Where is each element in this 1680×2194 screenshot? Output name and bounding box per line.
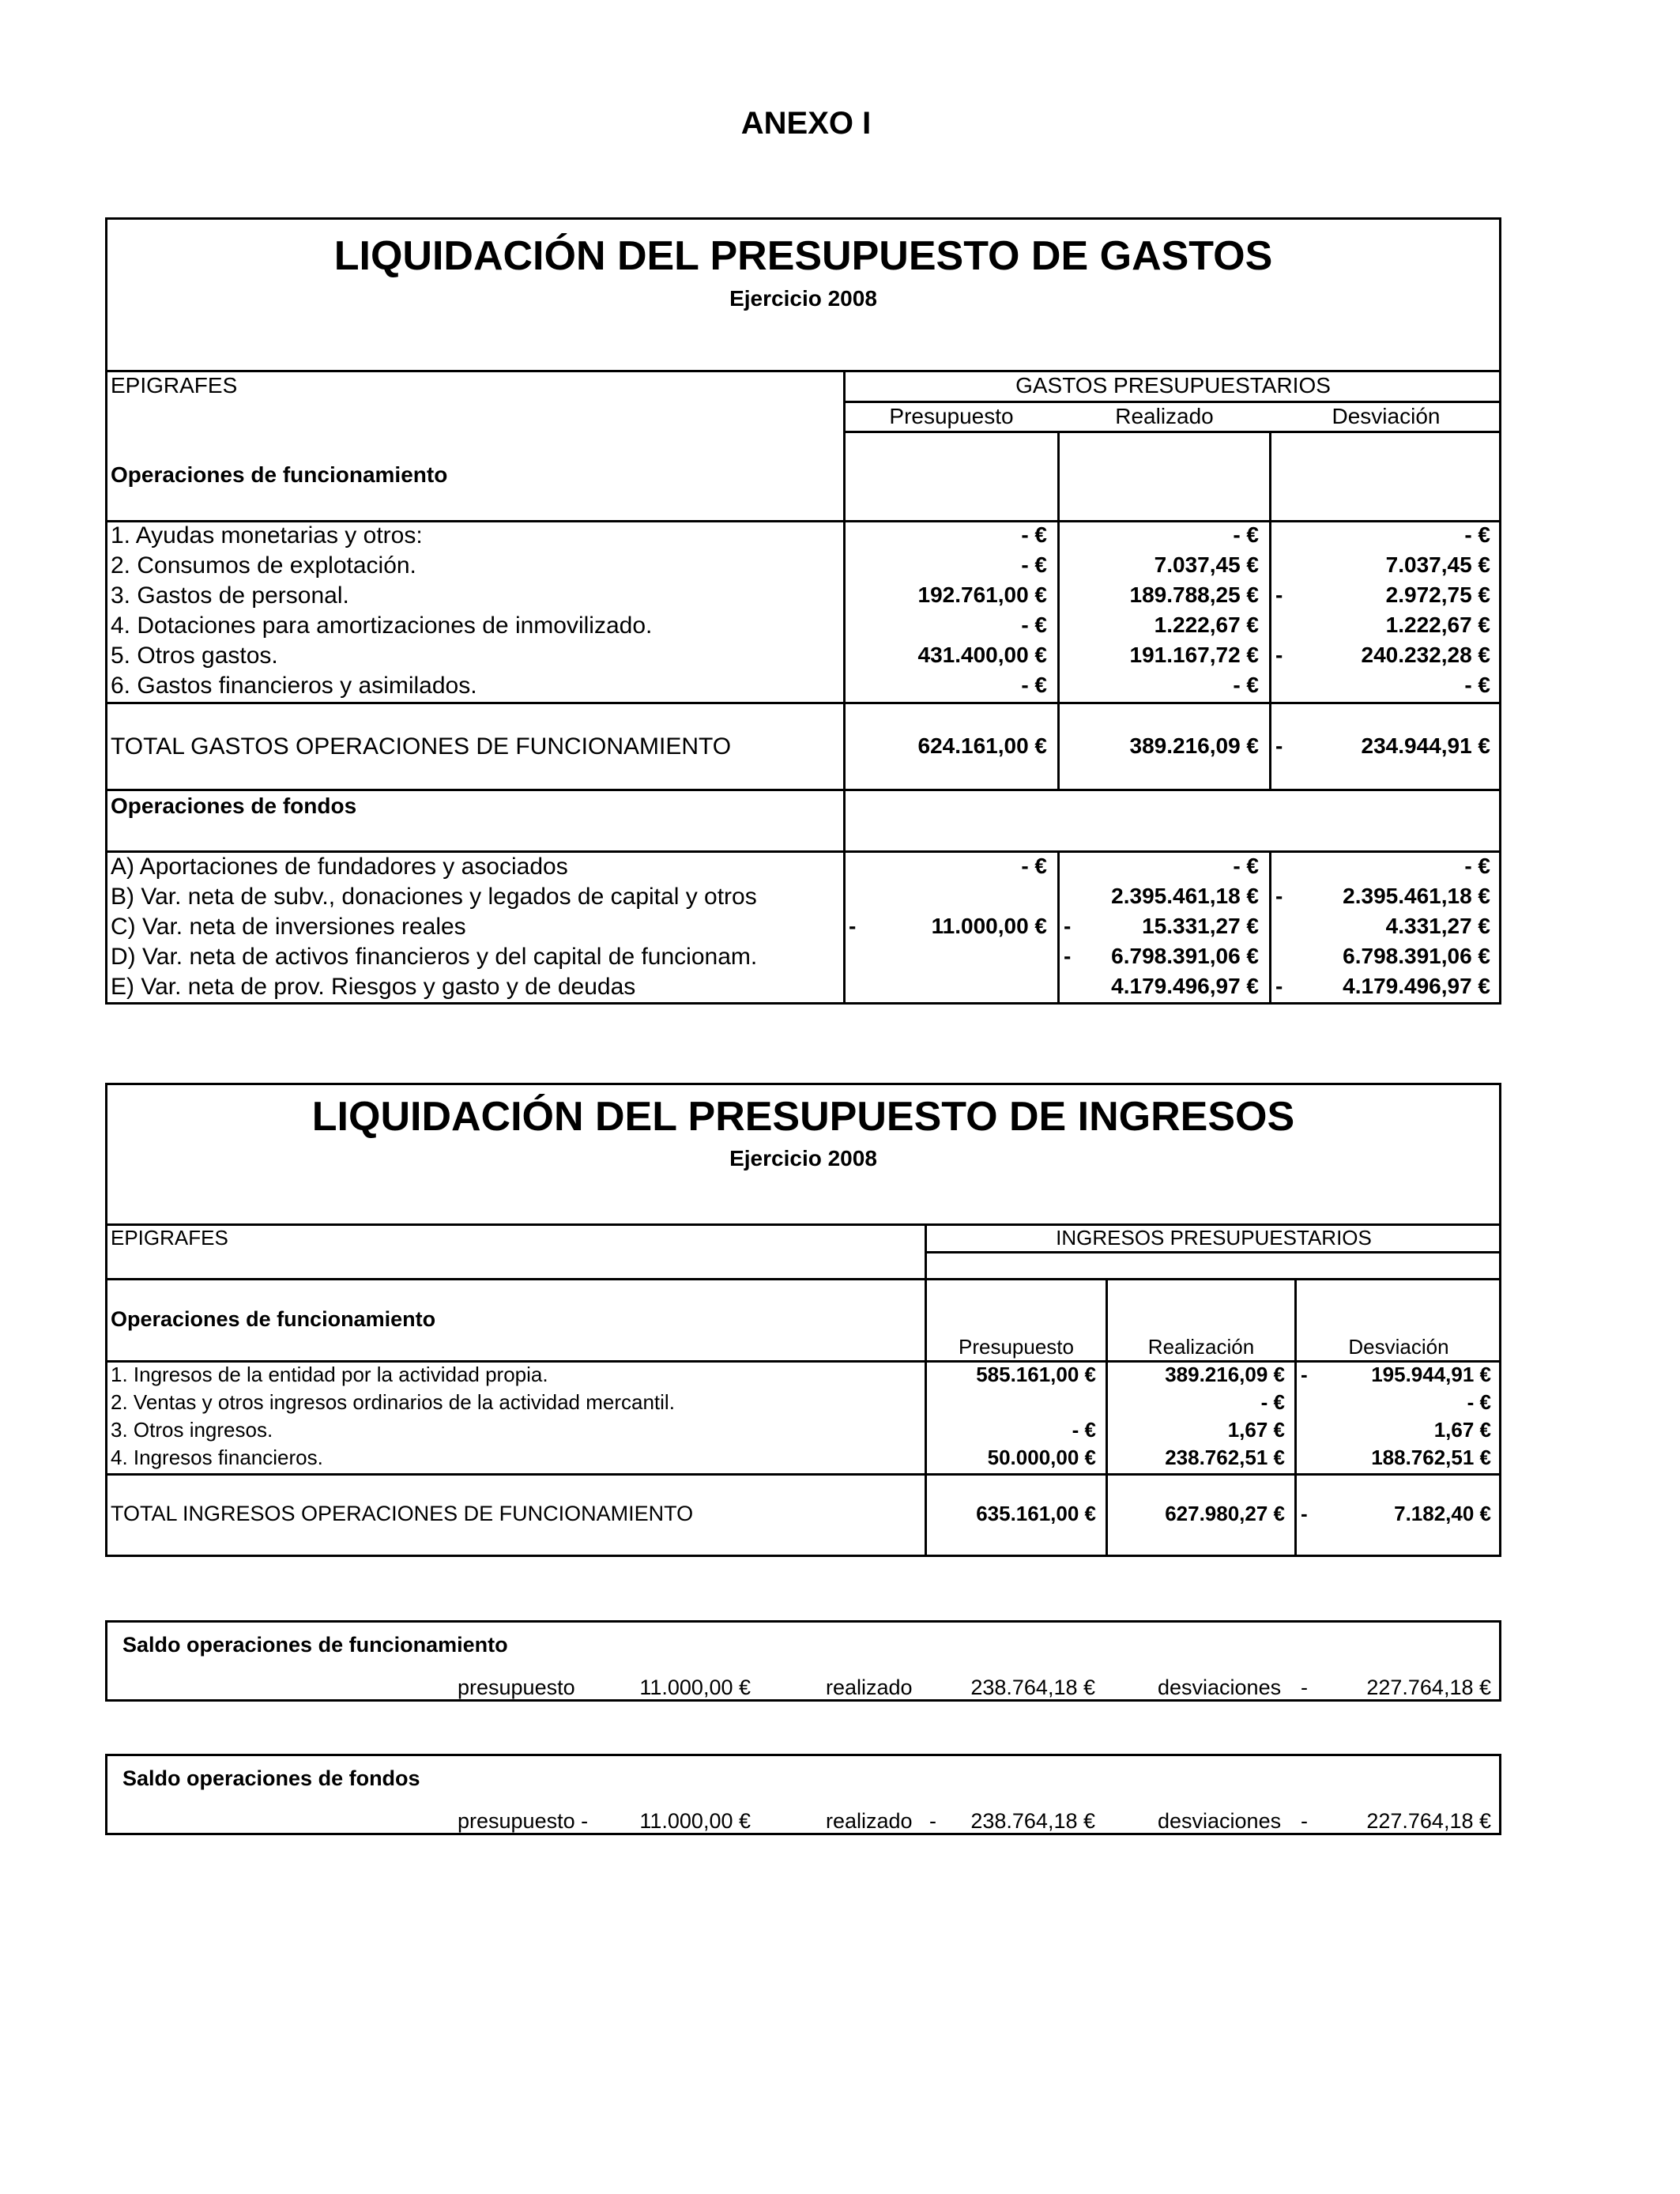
cell-desviacion: - € [1464, 854, 1490, 878]
section-operaciones-funcionamiento: Operaciones de funcionamiento [111, 1307, 436, 1331]
cell-presupuesto: 431.400,00 € [917, 643, 1047, 667]
cell-presupuesto: - € [1072, 1418, 1096, 1442]
cell-realizado: - € [1233, 673, 1259, 697]
rule [105, 850, 1501, 853]
cell-desviacion: - € [1464, 673, 1490, 697]
rule [105, 1473, 1501, 1476]
desviaciones-value: 227.764,18 € [1366, 1809, 1491, 1833]
cell-realizacion: 1,67 € [1227, 1418, 1285, 1442]
total-label: TOTAL GASTOS OPERACIONES DE FUNCIONAMIENTO [111, 733, 732, 760]
row-label: A) Aportaciones de fundadores y asociados [111, 854, 568, 880]
epigrafes-header: EPIGRAFES [111, 1226, 228, 1250]
negative-sign: - [1301, 1363, 1308, 1386]
cell-presupuesto: 585.161,00 € [976, 1363, 1096, 1386]
col-realizacion: Realización [1147, 1335, 1255, 1359]
row-label: D) Var. neta de activos financieros y del capital de funcionam. [111, 944, 758, 970]
cell-realizado: - € [1233, 854, 1259, 878]
presupuesto-value: 11.000,00 € [639, 1676, 751, 1699]
cell-desviacion: 2.972,75 € [1385, 582, 1490, 607]
saldo-title: Saldo operaciones de funcionamiento [122, 1633, 508, 1657]
rule [105, 1833, 1501, 1835]
row-label: 2. Ventas y otros ingresos ordinarios de la actividad mercantil. [111, 1390, 675, 1414]
cell-realizado: 15.331,27 € [1142, 914, 1259, 938]
cell-presupuesto: 50.000,00 € [987, 1446, 1096, 1469]
gastos-title: LIQUIDACIÓN DEL PRESUPUESTO DE GASTOS [333, 233, 1273, 279]
negative-sign: - [1301, 1502, 1308, 1525]
saldo-title: Saldo operaciones de fondos [122, 1766, 420, 1790]
row-label: 1. Ayudas monetarias y otros: [111, 522, 423, 548]
total-label: TOTAL INGRESOS OPERACIONES DE FUNCIONAMIENTO [111, 1502, 694, 1525]
total-desviacion: 7.182,40 € [1394, 1502, 1491, 1525]
negative-sign: - [1275, 643, 1283, 667]
cell-desviacion: 1,67 € [1433, 1418, 1491, 1442]
rule [845, 431, 1501, 433]
cell-realizado: 2.395.461,18 € [1111, 884, 1259, 908]
cell-realizado: 7.037,45 € [1154, 552, 1259, 577]
presupuesto-value: 11.000,00 € [639, 1809, 751, 1833]
negative-sign: - [1301, 1809, 1308, 1833]
rule [105, 1699, 1501, 1702]
ingresos-title: LIQUIDACIÓN DEL PRESUPUESTO DE INGRESOS [311, 1094, 1295, 1140]
desviaciones-label: desviaciones [1158, 1809, 1282, 1833]
cell-presupuesto: - € [1021, 552, 1047, 577]
cell-presupuesto: 11.000,00 € [931, 914, 1047, 938]
desviaciones-label: desviaciones [1158, 1676, 1282, 1699]
col-presupuesto: Presupuesto [889, 404, 1014, 428]
gastos-subtitle: Ejercicio 2008 [729, 286, 877, 311]
cell-realizacion: - € [1260, 1390, 1285, 1414]
col-desviacion: Desviación [1348, 1335, 1449, 1359]
col-desviacion: Desviación [1332, 404, 1441, 428]
total-presupuesto: 624.161,00 € [917, 733, 1047, 758]
rule [105, 1278, 1501, 1280]
realizado-label: realizado [826, 1676, 913, 1699]
row-label: C) Var. neta de inversiones reales [111, 914, 466, 940]
col-realizado: Realizado [1115, 404, 1214, 428]
row-label: 4. Ingresos financieros. [111, 1446, 323, 1469]
row-label: 1. Ingresos de la entidad por la actividad propia. [111, 1363, 548, 1386]
negative-sign: - [1064, 914, 1072, 938]
total-desviacion: 234.944,91 € [1361, 733, 1490, 758]
presupuesto-label: presupuesto - [458, 1809, 589, 1833]
total-realizado: 389.216,09 € [1129, 733, 1259, 758]
cell-presupuesto: - € [1021, 854, 1047, 878]
cell-realizado: 191.167,72 € [1129, 643, 1259, 667]
epigrafes-header: EPIGRAFES [111, 373, 238, 398]
gastos-group-header: GASTOS PRESUPUESTARIOS [1015, 373, 1331, 398]
rule [105, 702, 1501, 704]
presupuesto-label: presupuesto [458, 1676, 575, 1699]
ingresos-subtitle: Ejercicio 2008 [729, 1146, 877, 1171]
realizado-label: realizado [826, 1809, 913, 1833]
cell-desviacion: 2.395.461,18 € [1343, 884, 1490, 908]
row-label: B) Var. neta de subv., donaciones y legados de capital y otros [111, 884, 757, 910]
negative-sign: - [929, 1809, 936, 1833]
negative-sign: - [1275, 733, 1283, 758]
cell-presupuesto: - € [1021, 613, 1047, 637]
rule [105, 789, 1501, 791]
realizado-value: 238.764,18 € [970, 1809, 1095, 1833]
negative-sign: - [1275, 884, 1283, 908]
cell-realizado: 1.222,67 € [1154, 613, 1259, 637]
cell-desviacion: - € [1464, 522, 1490, 547]
cell-desviacion: 188.762,51 € [1371, 1446, 1491, 1469]
total-presupuesto: 635.161,00 € [976, 1502, 1096, 1525]
cell-desviacion: 195.944,91 € [1371, 1363, 1491, 1386]
negative-sign: - [1301, 1676, 1308, 1699]
cell-desviacion: 6.798.391,06 € [1343, 944, 1490, 968]
cell-realizado: - € [1233, 522, 1259, 547]
section-operaciones-fondos: Operaciones de fondos [111, 794, 357, 818]
cell-desviacion: 7.037,45 € [1385, 552, 1490, 577]
cell-desviacion: 4.179.496,97 € [1343, 974, 1490, 998]
rule [845, 401, 1501, 403]
realizado-value: 238.764,18 € [970, 1676, 1095, 1699]
cell-desviacion: 1.222,67 € [1385, 613, 1490, 637]
col-presupuesto: Presupuesto [959, 1335, 1074, 1359]
ingresos-group-header: INGRESOS PRESUPUESTARIOS [1056, 1226, 1372, 1250]
total-realizacion: 627.980,27 € [1165, 1502, 1285, 1525]
rule [105, 370, 1501, 372]
cell-realizacion: 238.762,51 € [1165, 1446, 1285, 1469]
negative-sign: - [1275, 974, 1283, 998]
row-label: 5. Otros gastos. [111, 643, 278, 669]
row-label: E) Var. neta de prov. Riesgos y gasto y de deudas [111, 974, 636, 1000]
cell-presupuesto: - € [1021, 673, 1047, 697]
row-label: 3. Otros ingresos. [111, 1418, 273, 1442]
annex-title: ANEXO I [740, 106, 872, 141]
row-label: 6. Gastos financieros y asimilados. [111, 673, 477, 699]
cell-realizado: 4.179.496,97 € [1111, 974, 1259, 998]
row-label: 2. Consumos de explotación. [111, 552, 416, 579]
rule [926, 1251, 1501, 1253]
row-label: 4. Dotaciones para amortizaciones de inmovilizado. [111, 613, 653, 639]
negative-sign: - [1064, 944, 1072, 968]
cell-presupuesto: 192.761,00 € [917, 582, 1047, 607]
negative-sign: - [1275, 582, 1283, 607]
cell-realizado: 6.798.391,06 € [1111, 944, 1259, 968]
row-label: 3. Gastos de personal. [111, 582, 349, 609]
cell-realizado: 189.788,25 € [1129, 582, 1259, 607]
cell-desviacion: 4.331,27 € [1385, 914, 1490, 938]
cell-presupuesto: - € [1021, 522, 1047, 547]
cell-desviacion: - € [1467, 1390, 1491, 1414]
cell-desviacion: 240.232,28 € [1361, 643, 1490, 667]
negative-sign: - [849, 914, 857, 938]
cell-realizacion: 389.216,09 € [1165, 1363, 1285, 1386]
desviaciones-value: 227.764,18 € [1366, 1676, 1491, 1699]
section-operaciones-funcionamiento: Operaciones de funcionamiento [111, 462, 448, 487]
